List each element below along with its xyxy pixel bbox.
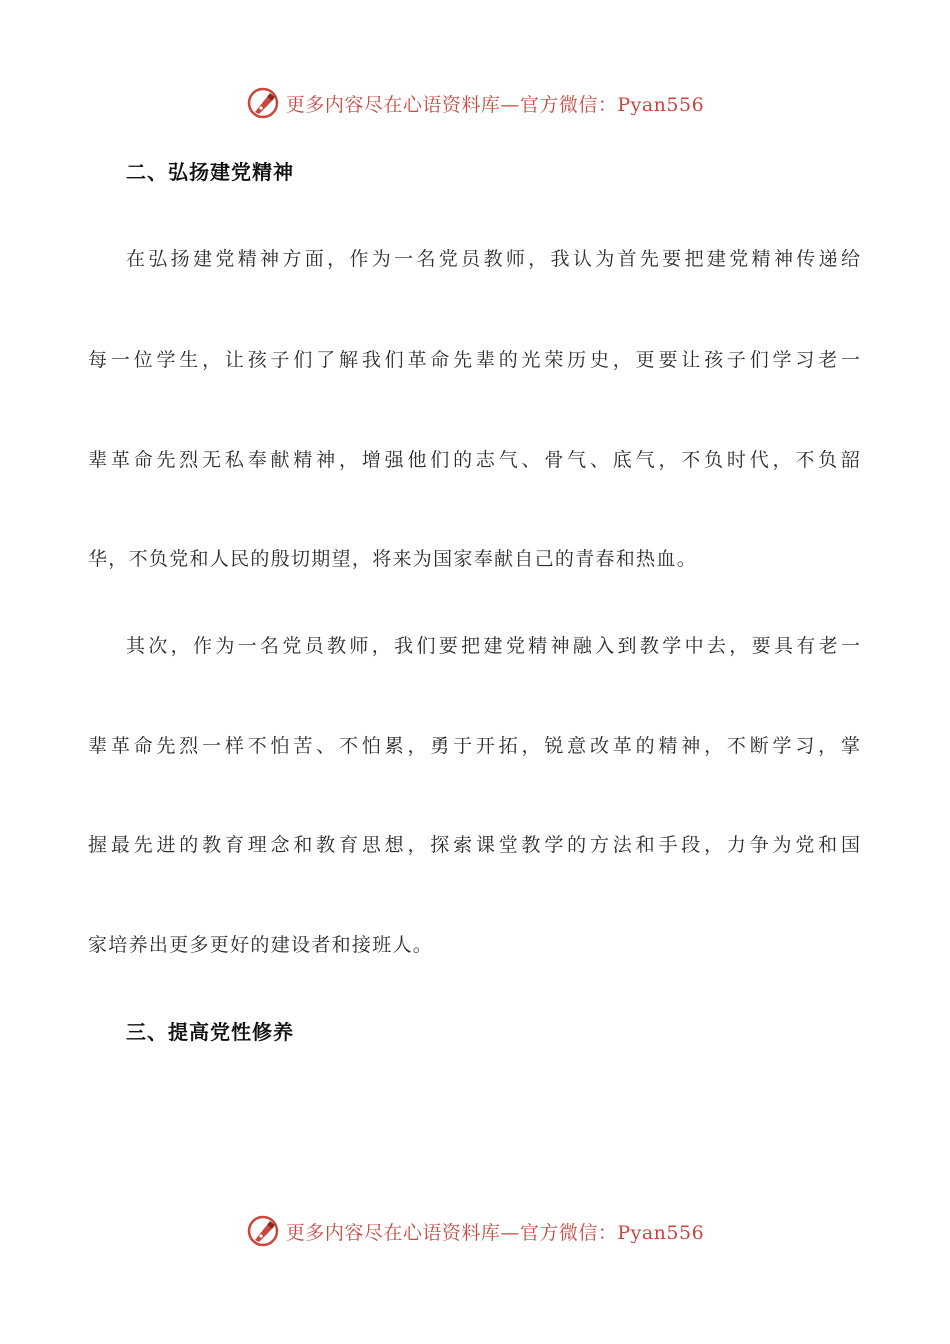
paragraph-line: 华，不负党和人民的殷切期望，将来为国家奉献自己的青春和热血。: [88, 548, 698, 570]
paragraph-line: 辈革命先烈一样不怕苦、不怕累，勇于开拓，锐意改革的精神，不断学习，掌: [88, 735, 860, 757]
header-banner: [0, 83, 950, 123]
paragraph-line: 在弘扬建党精神方面，作为一名党员教师，我认为首先要把建党精神传递给: [126, 248, 860, 270]
section-heading: 二、弘扬建党精神: [126, 160, 294, 184]
pen-nib-logo-icon: [246, 86, 280, 120]
footer-banner-text: 更多内容尽在心语资料库—官方微信：Pyan556: [285, 1221, 705, 1244]
section-heading: 三、提高党性修养: [126, 1020, 294, 1044]
paragraph-line: 每一位学生，让孩子们了解我们革命先辈的光荣历史，更要让孩子们学习老一: [88, 349, 860, 371]
paragraph-line: 家培养出更多更好的建设者和接班人。: [88, 934, 434, 956]
footer-banner: [0, 1211, 950, 1251]
paragraph-line: 其次，作为一名党员教师，我们要把建党精神融入到教学中去，要具有老一: [126, 635, 860, 657]
pen-nib-logo-icon: [246, 1214, 280, 1248]
paragraph-line: 辈革命先烈无私奉献精神，增强他们的志气、骨气、底气，不负时代，不负韶: [88, 449, 860, 471]
paragraph-line: 握最先进的教育理念和教育思想，探索课堂教学的方法和手段，力争为党和国: [88, 834, 860, 856]
header-banner-text: 更多内容尽在心语资料库—官方微信：Pyan556: [285, 93, 705, 116]
